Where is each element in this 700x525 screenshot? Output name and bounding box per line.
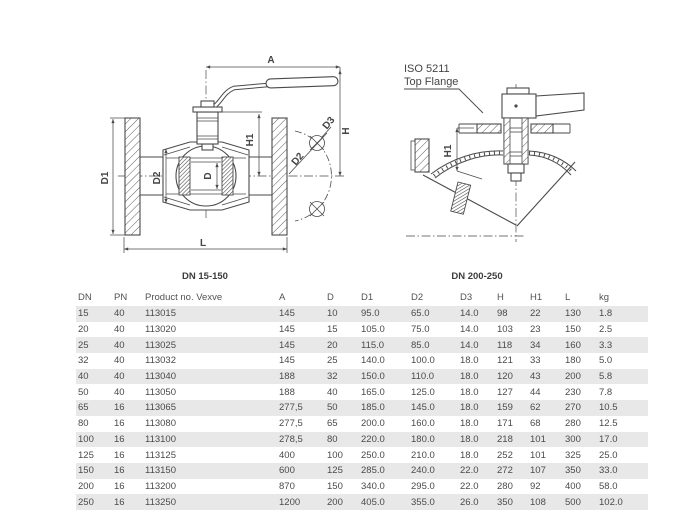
table-row <box>76 494 648 510</box>
table-cell: 16 <box>112 463 143 479</box>
table-cell: 58.0 <box>599 480 618 492</box>
table-cell: 33 <box>530 355 541 367</box>
stem <box>193 101 222 150</box>
table-cell: 32 <box>78 355 89 367</box>
table-cell: 40 <box>112 337 143 353</box>
table-cell: 50 <box>78 386 89 398</box>
table-cell: 95.0 <box>359 306 409 322</box>
table-cell: 14.0 <box>460 324 479 336</box>
right-diagram <box>404 63 584 282</box>
table-cell: 113080 <box>145 418 176 430</box>
table-cell: 23 <box>530 324 541 336</box>
table-cell: 145 <box>277 306 325 322</box>
table-cell: 16 <box>112 494 143 510</box>
table-cell: 230 <box>565 386 581 398</box>
seat-left <box>179 157 190 195</box>
left-diagram <box>100 55 352 282</box>
table-cell: 113065 <box>143 400 277 416</box>
iso-annotation-line1: ISO 5211 <box>404 63 450 75</box>
table-cell: 18.0 <box>458 400 495 416</box>
table-cell: 113250 <box>143 494 277 510</box>
table-cell: 350 <box>563 463 597 479</box>
table-cell: 40 <box>76 369 112 385</box>
table-cell: 113020 <box>145 324 176 336</box>
table-row <box>76 306 648 322</box>
table-cell: 2.5 <box>599 324 613 336</box>
table-cell: 295.0 <box>411 480 435 492</box>
dim-label-d: D <box>203 172 214 180</box>
table-cell: 10 <box>325 306 359 322</box>
table-cell: 105.0 <box>361 324 385 336</box>
column-header: D3 <box>460 292 473 303</box>
dim-H1-right <box>457 128 482 179</box>
table-cell: 125 <box>78 449 94 461</box>
dim-label-h1: H1 <box>245 133 256 147</box>
table-cell: 113032 <box>145 355 176 367</box>
table-cell: 25.0 <box>599 449 618 461</box>
table-cell: 159 <box>495 400 528 416</box>
table-row <box>76 416 648 432</box>
table-cell: 92 <box>530 480 541 492</box>
table-cell: 127 <box>497 386 513 398</box>
table-cell: 125 <box>325 463 359 479</box>
table-cell: 113025 <box>143 337 277 353</box>
caption-left: DN 15-150 <box>182 271 228 282</box>
column-header: D2 <box>411 292 424 303</box>
table-cell: 108 <box>528 494 563 510</box>
table-cell: 43 <box>528 369 563 385</box>
column-header: kg <box>599 292 610 303</box>
table-cell: 130 <box>563 306 597 322</box>
dim-label-l: L <box>199 238 207 249</box>
table-row <box>76 353 648 369</box>
table-cell: 278,5 <box>277 432 325 448</box>
table-row <box>76 479 648 495</box>
column-header: A <box>279 292 286 303</box>
table-cell: 250 <box>76 494 112 510</box>
table-cell: 85.0 <box>409 337 458 353</box>
table-row <box>76 400 648 416</box>
table-cell: 188 <box>279 386 295 398</box>
table-cell: 3.3 <box>597 337 648 353</box>
table-cell: 150 <box>327 480 343 492</box>
table-cell: 101 <box>530 449 546 461</box>
spec-table-head <box>76 289 648 306</box>
table-cell: 185.0 <box>359 400 409 416</box>
table-cell: 150 <box>565 324 581 336</box>
table-cell: 218 <box>495 432 528 448</box>
table-cell: 400 <box>279 449 295 461</box>
table-cell: 16 <box>112 400 143 416</box>
table-cell: 325 <box>565 449 581 461</box>
table-cell: 16 <box>114 449 125 461</box>
header-row <box>76 289 648 306</box>
table-cell: 18.0 <box>460 449 479 461</box>
table-cell: 118 <box>495 337 528 353</box>
table-cell: 405.0 <box>359 494 409 510</box>
table-cell: 18.0 <box>458 369 495 385</box>
table-cell: 32 <box>325 369 359 385</box>
table-cell: 150.0 <box>359 369 409 385</box>
table-cell: 600 <box>277 463 325 479</box>
table-cell: 210.0 <box>411 449 435 461</box>
dim-label-h: H <box>341 127 352 135</box>
table-cell: 18.0 <box>460 418 479 430</box>
table-cell: 160.0 <box>411 418 435 430</box>
dim-label-d2-diag: D2 <box>289 150 307 168</box>
flange-left <box>125 118 140 235</box>
stem-right <box>504 118 528 181</box>
table-cell: 102.0 <box>597 494 648 510</box>
table-cell: 300 <box>563 432 597 448</box>
table-cell: 280 <box>497 480 513 492</box>
table-cell: 220.0 <box>359 432 409 448</box>
table-cell: 12.5 <box>599 418 618 430</box>
flange-piece-left <box>415 139 429 172</box>
iso-annotation <box>404 63 483 113</box>
table-cell: 18.0 <box>458 432 495 448</box>
dim-label-a: A <box>267 55 275 66</box>
dim-label-d1: D1 <box>100 171 111 185</box>
table-cell: 5.0 <box>599 355 613 367</box>
table-cell: 25 <box>327 355 338 367</box>
column-header: L <box>565 292 571 303</box>
table-cell: 870 <box>279 480 295 492</box>
table-cell: 40 <box>327 386 338 398</box>
table-cell: 120 <box>495 369 528 385</box>
table-cell: 75.0 <box>411 324 430 336</box>
table-cell: 240.0 <box>409 463 458 479</box>
table-cell: 113150 <box>143 463 277 479</box>
table-cell: 113125 <box>145 449 176 461</box>
table-cell: 15 <box>327 324 338 336</box>
table-cell: 18.0 <box>460 355 479 367</box>
table-cell: 101 <box>528 432 563 448</box>
table-row <box>76 463 648 479</box>
table-cell: 62 <box>528 400 563 416</box>
table-cell: 280 <box>565 418 581 430</box>
table-cell: 40 <box>112 369 143 385</box>
table-cell: 65 <box>76 400 112 416</box>
table-cell: 100 <box>327 449 343 461</box>
table-cell: 171 <box>497 418 513 430</box>
table-cell: 113050 <box>145 386 176 398</box>
table-cell: 22.0 <box>458 463 495 479</box>
table-row <box>76 432 648 448</box>
column-header: DN <box>78 292 92 303</box>
table-row <box>76 322 648 338</box>
dim-label-d2: D2 <box>152 171 163 185</box>
column-header: D1 <box>361 292 374 303</box>
table-cell: 98 <box>495 306 528 322</box>
table-cell: 40 <box>114 386 125 398</box>
column-header: PN <box>114 292 128 303</box>
table-cell: 121 <box>497 355 513 367</box>
table-cell: 400 <box>565 480 581 492</box>
table-cell: 7.8 <box>599 386 613 398</box>
table-cell: 340.0 <box>361 480 385 492</box>
table-cell: 50 <box>325 400 359 416</box>
column-header: Product no. Vexve <box>145 292 223 303</box>
table-cell: 285.0 <box>359 463 409 479</box>
table-cell: 180 <box>565 355 581 367</box>
table-cell: 115.0 <box>359 337 409 353</box>
dim-label-d3: D3 <box>320 114 338 132</box>
table-cell: 80 <box>78 418 89 430</box>
table-row <box>76 447 648 463</box>
table-cell: 113015 <box>143 306 277 322</box>
actuator <box>502 88 584 118</box>
table-cell: 40 <box>114 324 125 336</box>
table-cell: 26.0 <box>458 494 495 510</box>
table-row <box>76 384 648 400</box>
table-cell: 18.0 <box>460 386 479 398</box>
table-cell: 110.0 <box>409 369 458 385</box>
table-cell: 145 <box>279 355 295 367</box>
table-cell: 1.8 <box>597 306 648 322</box>
caption-right: DN 200-250 <box>451 271 503 282</box>
table-cell: 180.0 <box>409 432 458 448</box>
column-header: H <box>497 292 504 303</box>
table-cell: 22 <box>528 306 563 322</box>
handle <box>215 77 338 106</box>
seat-right <box>222 157 233 195</box>
table-cell: 145 <box>277 337 325 353</box>
spec-table-section <box>76 289 625 510</box>
table-cell: 145.0 <box>409 400 458 416</box>
table-cell: 25 <box>76 337 112 353</box>
table-cell: 250.0 <box>361 449 385 461</box>
table-cell: 252 <box>497 449 513 461</box>
table-cell: 20 <box>325 337 359 353</box>
table-cell: 80 <box>325 432 359 448</box>
table-cell: 40 <box>112 306 143 322</box>
table-cell: 113200 <box>145 480 176 492</box>
spec-table <box>76 289 648 510</box>
table-cell: 277,5 <box>277 400 325 416</box>
table-cell: 165.0 <box>361 386 385 398</box>
table-cell: 145 <box>279 324 295 336</box>
table-cell: 5.8 <box>597 369 648 385</box>
table-row <box>76 369 648 385</box>
table-cell: 20 <box>78 324 89 336</box>
table-cell: 100 <box>76 432 112 448</box>
table-cell: 188 <box>277 369 325 385</box>
table-cell: 113100 <box>143 432 277 448</box>
table-row <box>76 337 648 353</box>
table-cell: 350 <box>495 494 528 510</box>
handle-right <box>536 93 584 116</box>
table-cell: 68 <box>530 418 541 430</box>
column-header: D <box>327 292 334 303</box>
table-cell: 16 <box>114 480 125 492</box>
table-cell: 40 <box>114 355 125 367</box>
seat-right-diagram <box>451 182 471 214</box>
table-cell: 65.0 <box>409 306 458 322</box>
table-cell: 10.5 <box>597 400 648 416</box>
table-cell: 200 <box>563 369 597 385</box>
table-cell: 33.0 <box>597 463 648 479</box>
table-cell: 200.0 <box>361 418 385 430</box>
table-cell: 16 <box>114 418 125 430</box>
table-cell: 14.0 <box>458 337 495 353</box>
table-cell: 277,5 <box>279 418 303 430</box>
dim-label-h1-right: H1 <box>443 144 454 158</box>
table-cell: 16 <box>112 432 143 448</box>
table-cell: 44 <box>530 386 541 398</box>
table-cell: 125.0 <box>411 386 435 398</box>
column-header: H1 <box>530 292 543 303</box>
table-cell: 272 <box>495 463 528 479</box>
table-cell: 17.0 <box>597 432 648 448</box>
table-cell: 1200 <box>277 494 325 510</box>
table-cell: 15 <box>76 306 112 322</box>
table-cell: 14.0 <box>458 306 495 322</box>
body-right <box>411 139 576 226</box>
table-cell: 150 <box>76 463 112 479</box>
spec-table-body <box>76 306 648 510</box>
table-cell: 355.0 <box>409 494 458 510</box>
table-cell: 65 <box>327 418 338 430</box>
table-cell: 200 <box>325 494 359 510</box>
table-cell: 103 <box>497 324 513 336</box>
table-cell: 100.0 <box>411 355 435 367</box>
handle-grip <box>266 77 338 89</box>
table-cell: 34 <box>528 337 563 353</box>
table-cell: 160 <box>563 337 597 353</box>
table-cell: 500 <box>563 494 597 510</box>
flange-right <box>272 118 287 235</box>
iso-annotation-line2: Top Flange <box>404 76 459 88</box>
table-cell: 22.0 <box>460 480 479 492</box>
table-cell: 270 <box>563 400 597 416</box>
bolt-circle <box>289 127 331 221</box>
table-cell: 200 <box>78 480 94 492</box>
table-cell: 140.0 <box>361 355 385 367</box>
table-cell: 107 <box>528 463 563 479</box>
table-cell: 113040 <box>143 369 277 385</box>
